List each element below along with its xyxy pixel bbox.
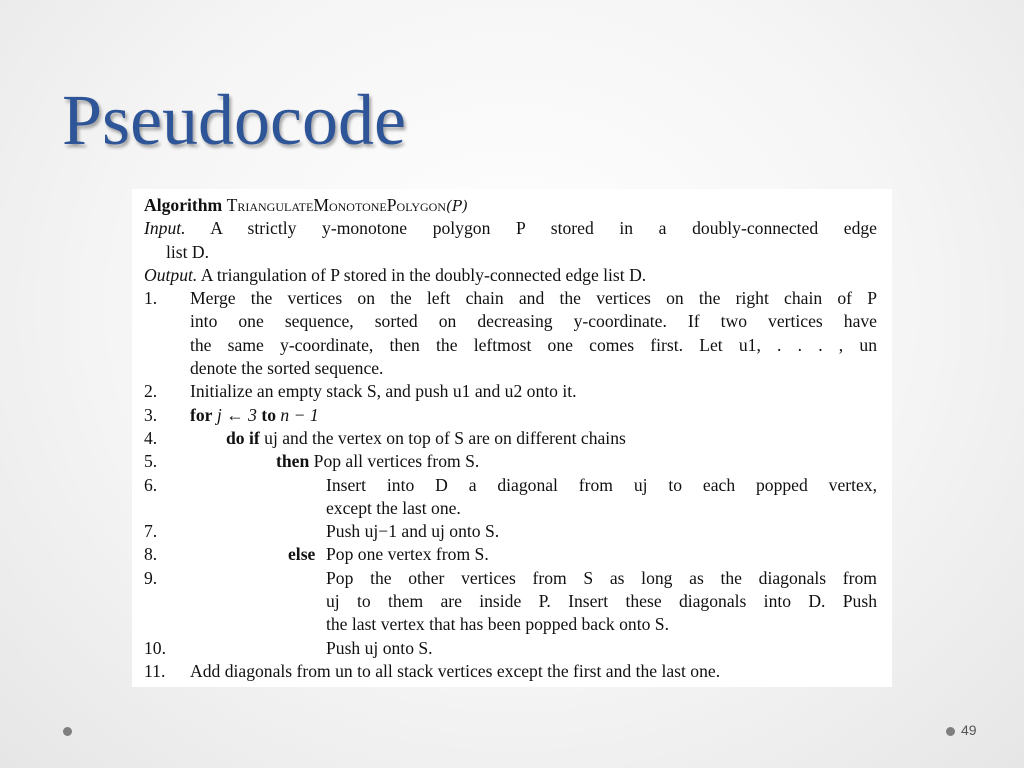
algorithm-box xyxy=(132,189,892,687)
step-text: the same y-coordinate, then the leftmost one comes first. Let u1, . . . , un xyxy=(190,334,877,355)
step-9-line-1 xyxy=(144,567,878,590)
to-keyword: to xyxy=(261,404,277,425)
step-1-line-1 xyxy=(144,287,878,310)
step-text: Pop one vertex from S. xyxy=(326,544,489,565)
step-text: n − 1 xyxy=(280,404,319,425)
step-3 xyxy=(144,404,878,427)
step-9-line-2 xyxy=(144,590,878,613)
footer-right-dot xyxy=(946,727,955,736)
step-6-line-2 xyxy=(144,497,878,520)
algorithm-keyword: Algorithm xyxy=(144,195,223,215)
input-label: Input. xyxy=(144,218,186,239)
else-keyword: else xyxy=(288,544,316,565)
step-text: into one sequence, sorted on decreasing y-coordinate. If two vertices have xyxy=(190,311,877,332)
input-line-1 xyxy=(144,217,878,240)
step-text: j ← 3 xyxy=(216,404,257,425)
step-number: 2. xyxy=(144,381,158,402)
step-text: Pop the other vertices from S as long as the diagonals from xyxy=(326,567,877,588)
for-keyword: for xyxy=(190,404,213,425)
step-number: 1. xyxy=(144,288,158,309)
step-6-line-1 xyxy=(144,474,878,497)
step-number: 10. xyxy=(144,637,166,658)
step-text: Pop all vertices from S. xyxy=(313,451,480,472)
step-text: uj and the vertex on top of S are on different chains xyxy=(264,427,626,448)
step-2 xyxy=(144,380,878,403)
step-1-line-3 xyxy=(144,334,878,357)
output-line xyxy=(144,264,878,287)
algorithm-header xyxy=(144,194,878,217)
step-1-line-4 xyxy=(144,357,878,380)
step-number: 5. xyxy=(144,451,158,472)
step-text: except the last one. xyxy=(326,497,461,518)
step-text: denote the sorted sequence. xyxy=(190,358,384,379)
step-number: 7. xyxy=(144,521,158,542)
do-if-keyword: do if xyxy=(226,427,260,448)
footer-left-dot xyxy=(63,727,72,736)
step-text: Insert into D a diagonal from uj to each popped vertex, xyxy=(326,474,877,495)
step-11 xyxy=(144,660,878,683)
step-10 xyxy=(144,637,878,660)
step-8 xyxy=(144,543,878,566)
page-number: 49 xyxy=(961,722,977,738)
step-text: Add diagonals from un to all stack vertices except the first and the last one. xyxy=(190,660,721,681)
step-text: Push uj onto S. xyxy=(326,637,433,658)
output-text: A triangulation of P stored in the doubly-connected edge list D. xyxy=(200,264,647,285)
step-number: 8. xyxy=(144,544,158,565)
input-line-2 xyxy=(144,241,878,264)
slide-title: Pseudocode xyxy=(62,80,406,160)
step-7 xyxy=(144,520,878,543)
step-9-line-3 xyxy=(144,613,878,636)
then-keyword: then xyxy=(276,451,310,472)
step-text: Merge the vertices on the left chain and the vertices on the right chain of P xyxy=(190,288,877,309)
step-number: 3. xyxy=(144,404,158,425)
algorithm-name: TriangulateMonotonePolygon xyxy=(226,195,446,215)
step-5 xyxy=(144,450,878,473)
step-number: 4. xyxy=(144,427,158,448)
step-text: Push uj−1 and uj onto S. xyxy=(326,521,500,542)
step-4 xyxy=(144,427,878,450)
algorithm-param: (P) xyxy=(446,197,468,215)
input-text-2: list D. xyxy=(166,241,210,262)
step-text: the last vertex that has been popped back onto S. xyxy=(326,614,669,635)
input-text-1: A strictly y-monotone polygon P stored in a doubly-connected edge xyxy=(210,218,877,239)
step-number: 9. xyxy=(144,567,158,588)
step-number: 11. xyxy=(144,660,166,681)
step-number: 6. xyxy=(144,474,158,495)
step-text: uj to them are inside P. Insert these diagonals into D. Push xyxy=(326,591,877,612)
step-text: Initialize an empty stack S, and push u1 and u2 onto it. xyxy=(190,381,577,402)
step-1-line-2 xyxy=(144,310,878,333)
output-label: Output. xyxy=(144,264,198,285)
